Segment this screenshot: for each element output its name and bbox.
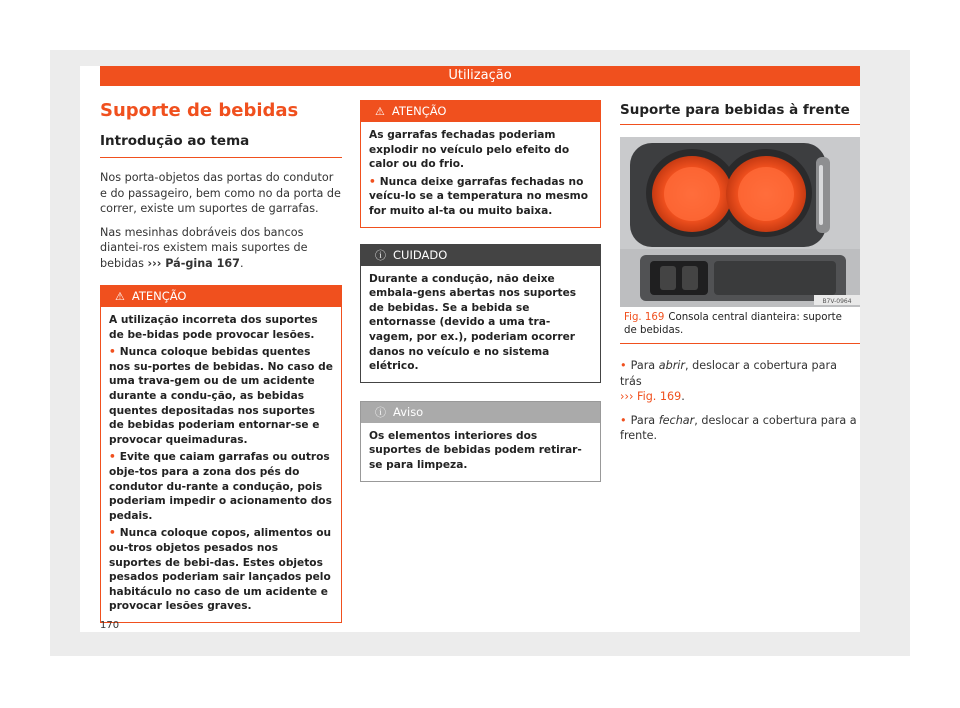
warning-triangle-icon: ⚠	[375, 105, 385, 118]
bullet-icon: •	[620, 359, 627, 372]
caution-label: CUIDADO	[393, 247, 448, 262]
figure-code: B7V-0964	[822, 298, 852, 305]
column-2	[360, 100, 601, 494]
open-step-verb: abrir	[658, 359, 685, 372]
warning-body	[361, 122, 600, 227]
warning-label: ATENÇÃO	[131, 289, 187, 303]
warning-body	[101, 307, 341, 622]
bullet-icon: •	[109, 527, 116, 540]
page-title: Suporte de bebidas	[100, 100, 299, 121]
warning-item	[109, 345, 333, 447]
warning-box	[360, 100, 601, 228]
close-step-pre: Para	[630, 413, 656, 427]
bullet-icon: •	[109, 451, 116, 464]
warning-header	[361, 101, 600, 122]
note-label: Aviso	[393, 404, 424, 419]
note-header	[361, 402, 600, 423]
bullet-icon: •	[620, 413, 627, 427]
close-step-post: , deslocar a cobertura para a frente.	[620, 413, 857, 442]
tables-paragraph	[100, 225, 342, 272]
note-box	[360, 401, 601, 482]
warning-triangle-icon: ⚠	[115, 290, 125, 303]
intro-paragraph: Nos porta-objetos das portas do condutor e do passageiro, bem como no da porta de correr, existe um suportes de garrafas.	[100, 171, 341, 215]
column-1	[100, 100, 342, 635]
open-step-pre: Para	[630, 359, 656, 372]
warning-item	[369, 175, 592, 219]
warning-intro: As garrafas fechadas poderiam explodir no veículo pelo efeito do calor ou do frio.	[369, 129, 570, 171]
figure-label: Fig. 169	[624, 312, 665, 323]
cup-holder-illustration	[620, 137, 860, 307]
figure-caption-text: Consola central dianteira: suporte de bebidas.	[624, 312, 842, 336]
close-step-verb: fechar	[658, 413, 695, 427]
warning-item	[109, 526, 333, 614]
caution-circle-icon: ⓘ	[375, 248, 386, 262]
figure-caption	[620, 307, 860, 344]
warning-label: ATENÇÃO	[391, 104, 447, 118]
warning-item-text: Evite que caiam garrafas ou outros obje-tos para a zona dos pés do condutor du-rante a condução, pois poderiam impedir o acionamento dos pedais.	[109, 451, 332, 522]
open-step-end: .	[681, 390, 685, 403]
bullet-icon: •	[369, 175, 376, 188]
warning-box	[100, 285, 342, 623]
note-body: Os elementos interiores dos suportes de bebidas podem retirar-se para limpeza.	[369, 429, 582, 471]
figure-reference-link[interactable]: ››› Fig. 169	[620, 390, 682, 403]
column-3	[620, 100, 860, 452]
tables-paragraph-text: Nas mesinhas dobráveis dos bancos diantei-ros existem mais suportes de bebidas	[100, 225, 308, 270]
tables-paragraph-end: .	[239, 256, 244, 270]
caution-body: Durante a condução, não deixe embala-gens abertas nos suportes de bebidas. Se a bebida se entornasse (devido a uma tra-vagem, por ex.), poderiam ocorrer danos no veículo e no sistema elétrico.	[369, 272, 577, 373]
info-icon: ⓘ	[375, 405, 386, 419]
warning-item-text: Nunca coloque copos, alimentos ou ou-tros objetos pesados nos suportes de bebi-das. Estes objetos pesados poderiam sair lançados pelo habitáculo no caso de um acidente e provocar lesões graves.	[109, 527, 332, 613]
section-header: Utilização	[100, 66, 860, 86]
section-subtitle: Introdução ao tema	[100, 133, 342, 158]
warning-header	[101, 286, 341, 307]
cup-holder-figure	[620, 137, 860, 307]
warning-item-text: Nunca deixe garrafas fechadas no veícu-lo se a temperatura no mesmo for muito al-ta ou muito baixa.	[369, 175, 589, 217]
warning-item-text: Nunca coloque bebidas quentes nos su-portes de bebidas. No caso de uma trava-gem ou de um acidente durante a condu-ção, as bebidas quentes depositadas nos suportes de bebidas poderiam entornar-se e provocar queimaduras.	[109, 346, 333, 446]
close-step	[620, 413, 860, 444]
bullet-icon: •	[109, 346, 116, 359]
caution-header	[361, 245, 600, 266]
page-number: 170	[100, 620, 120, 631]
warning-intro: A utilização incorreta dos suportes de be-bidas pode provocar lesões.	[109, 314, 318, 341]
page-reference-link[interactable]: ››› Pá-gina 167	[147, 256, 240, 270]
open-step-post: , deslocar a cobertura para trás	[620, 359, 837, 388]
warning-item	[109, 450, 333, 523]
open-step	[620, 358, 860, 405]
caution-box	[360, 244, 601, 383]
section-title: Suporte para bebidas à frente	[620, 102, 860, 125]
